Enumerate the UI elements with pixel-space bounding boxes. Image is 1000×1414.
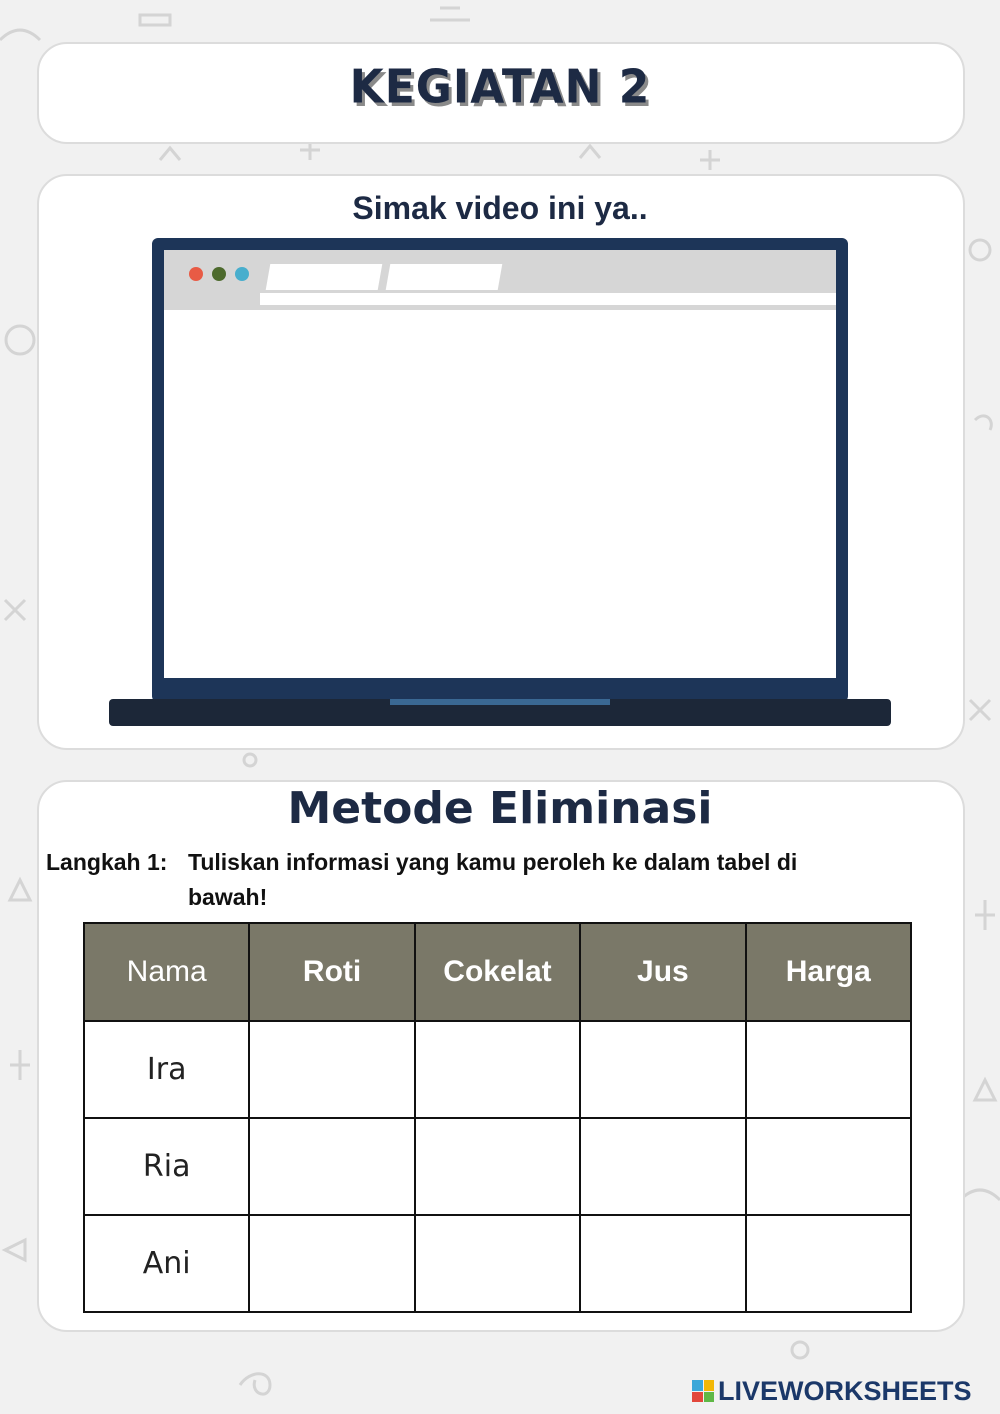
answer-cell-cokelat[interactable] xyxy=(415,1021,580,1118)
step-label: Langkah 1: xyxy=(46,849,168,875)
window-maximize-dot-icon xyxy=(235,267,249,281)
row-name-cell: Ira xyxy=(84,1021,249,1118)
answer-cell-harga[interactable] xyxy=(746,1118,911,1215)
column-header-roti: Roti xyxy=(249,923,414,1021)
video-caption: Simak video ini ya.. xyxy=(352,190,648,226)
step-instruction xyxy=(46,845,936,915)
liveworksheets-logo-icon xyxy=(692,1380,714,1402)
answer-cell-roti[interactable] xyxy=(249,1215,414,1312)
liveworksheets-watermark xyxy=(692,1374,972,1408)
column-header-nama: Nama xyxy=(84,923,249,1021)
answer-cell-harga[interactable] xyxy=(746,1021,911,1118)
answer-cell-cokelat[interactable] xyxy=(415,1215,580,1312)
step-text-line2: bawah! xyxy=(188,884,268,910)
method-title: Metode Eliminasi xyxy=(287,783,713,834)
table-row xyxy=(84,1118,911,1215)
watermark-text: LIVEWORKSHEETS xyxy=(718,1375,972,1406)
table-header-row xyxy=(84,923,911,1021)
table-row xyxy=(84,1021,911,1118)
browser-tab xyxy=(266,264,383,290)
video-player[interactable] xyxy=(164,250,836,678)
answer-cell-jus[interactable] xyxy=(580,1118,745,1215)
window-minimize-dot-icon xyxy=(212,267,226,281)
column-header-jus: Jus xyxy=(580,923,745,1021)
answer-cell-cokelat[interactable] xyxy=(415,1118,580,1215)
url-bar xyxy=(260,293,836,305)
table-row xyxy=(84,1215,911,1312)
page-title: KEGIATAN 2 xyxy=(349,60,651,115)
answer-cell-jus[interactable] xyxy=(580,1021,745,1118)
step-text-line1: Tuliskan informasi yang kamu peroleh ke dalam tabel di xyxy=(188,849,798,875)
answer-cell-roti[interactable] xyxy=(249,1118,414,1215)
answer-cell-harga[interactable] xyxy=(746,1215,911,1312)
browser-tab xyxy=(386,264,503,290)
browser-toolbar xyxy=(164,250,836,310)
column-header-cokelat: Cokelat xyxy=(415,923,580,1021)
answer-cell-jus[interactable] xyxy=(580,1215,745,1312)
row-name-cell: Ria xyxy=(84,1118,249,1215)
laptop-notch xyxy=(390,699,610,705)
column-header-harga: Harga xyxy=(746,923,911,1021)
answer-cell-roti[interactable] xyxy=(249,1021,414,1118)
data-table xyxy=(83,922,912,1313)
window-close-dot-icon xyxy=(189,267,203,281)
row-name-cell: Ani xyxy=(84,1215,249,1312)
